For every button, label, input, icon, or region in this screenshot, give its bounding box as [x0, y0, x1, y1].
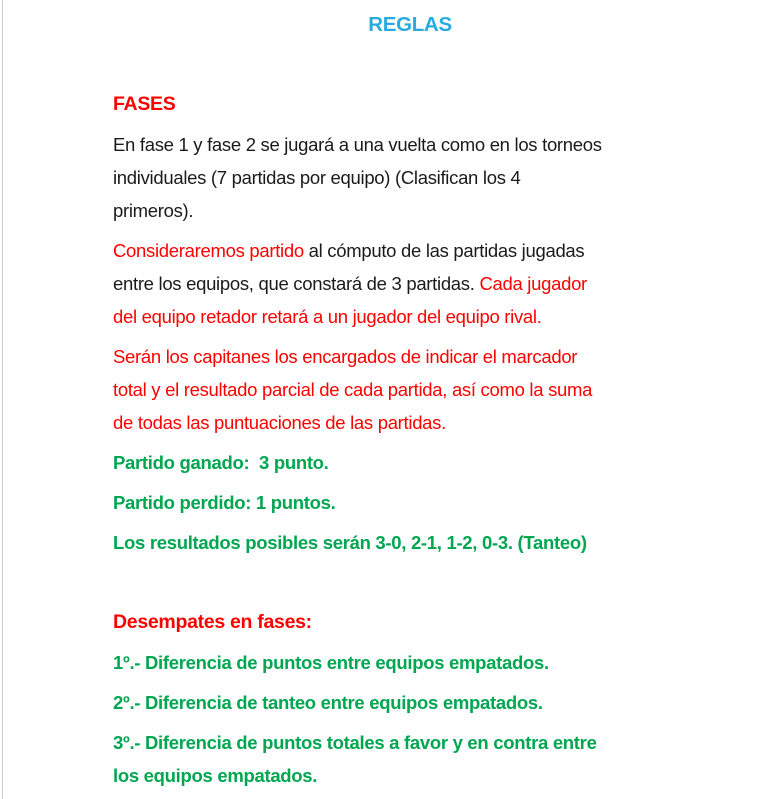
paragraph-capitanes	[113, 340, 707, 439]
text-line: Los resultados posibles serán 3-0, 2-1, 1-2, 0-3. (Tanteo)	[113, 532, 587, 553]
text-line	[113, 234, 707, 267]
page-left-edge-divider	[2, 0, 3, 799]
tiebreak-item-2	[113, 686, 707, 719]
text-line: 2º.- Diferencia de tanteo entre equipos empatados.	[113, 692, 543, 713]
document-page	[113, 8, 707, 799]
text-segment-black: al cómputo de las partidas jugadas	[308, 240, 585, 261]
text-line: Partido perdido: 1 puntos.	[113, 492, 336, 513]
tiebreak-item-1	[113, 646, 707, 679]
text-line: 3º.- Diferencia de puntos totales a favor y en contra entre	[113, 732, 597, 753]
text-line: Partido ganado: 3 punto.	[113, 452, 329, 473]
text-line: Serán los capitanes los encargados de indicar el marcador	[113, 346, 578, 367]
text-line	[113, 267, 707, 300]
text-line: individuales (7 partidas por equipo) (Clasifican los 4	[113, 167, 521, 188]
blank-line	[113, 566, 707, 606]
page-title: REGLAS	[368, 13, 452, 36]
heading-desempates	[113, 606, 707, 639]
text-segment-red: Cada jugador	[479, 273, 587, 294]
document-title-paragraph	[113, 8, 707, 41]
text-line: total y el resultado parcial de cada partida, así como la suma	[113, 379, 593, 400]
line-partido-perdido	[113, 486, 707, 519]
text-segment-black: entre los equipos, que constará de 3 partidas.	[113, 273, 480, 294]
heading-desempates-label: Desempates en fases:	[113, 611, 312, 633]
line-resultados-posibles	[113, 526, 707, 559]
paragraph-fases	[113, 128, 707, 227]
heading-fases-label: FASES	[113, 93, 176, 115]
paragraph-partido	[113, 234, 707, 333]
heading-fases	[113, 88, 707, 121]
text-line: del equipo retador retará a un jugador del equipo rival.	[113, 306, 542, 327]
line-partido-ganado	[113, 446, 707, 479]
text-line: los equipos empatados.	[113, 765, 318, 786]
text-line: 1º.- Diferencia de puntos entre equipos empatados.	[113, 652, 549, 673]
text-segment-red: Consideraremos partido	[113, 240, 309, 261]
text-line: En fase 1 y fase 2 se jugará a una vuelta como en los torneos	[113, 134, 602, 155]
tiebreak-item-3	[113, 726, 707, 792]
blank-line	[113, 48, 707, 88]
text-line: primeros).	[113, 200, 194, 221]
text-line: de todas las puntuaciones de las partidas.	[113, 412, 446, 433]
